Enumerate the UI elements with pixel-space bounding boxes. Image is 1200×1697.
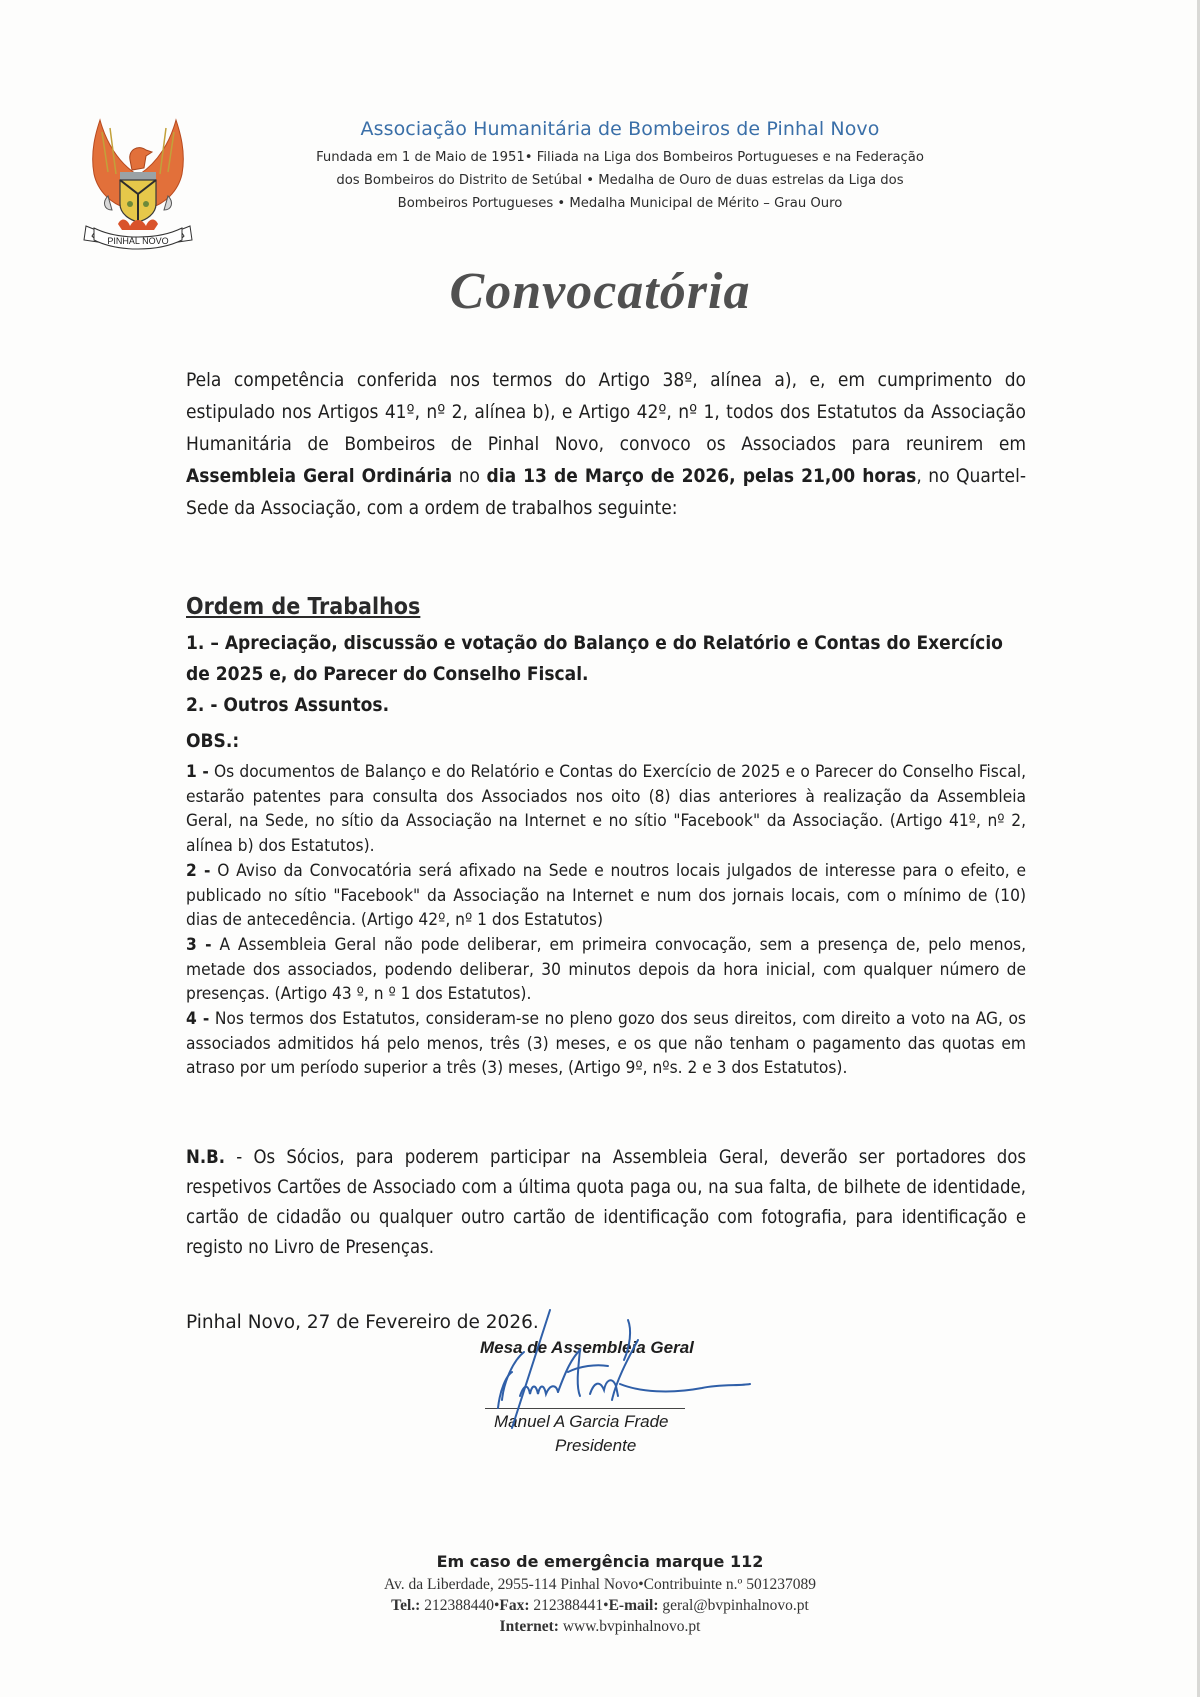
obs-item-number: 4 - [186, 1009, 210, 1030]
nb-paragraph [186, 1143, 1026, 1263]
agenda-title: Ordem de Trabalhos [186, 594, 421, 620]
obs-item [186, 933, 1026, 1007]
obs-item-text: O Aviso da Convocatória será afixado na Sede e noutros locais julgados de interesse para o efeito, e publicado no sítio "Facebook" da Associação na Internet e num dos jornais locais, com o mínimo de (10) dias de antecedência. (Artigo 42º, nº 1 dos Estatutos) [186, 860, 1026, 931]
handwritten-signature-icon [440, 1300, 760, 1430]
footer-internet [0, 1616, 1200, 1637]
signature-body: Mesa de Assembleia Geral [480, 1338, 694, 1357]
email-label: E-mail: [608, 1597, 659, 1614]
agenda-list [186, 628, 1026, 721]
footer-contacts [0, 1595, 1200, 1616]
obs-item-text: A Assembleia Geral não pode deliberar, em primeira convocação, sem a presença de, pelo menos, metade dos associados, podendo deliberar, 30 minutos depois da hora inicial, com qualquer número de presenças. (Artigo 43 º, n º 1 dos Estatutos). [186, 934, 1027, 1005]
meeting-date-time: dia 13 de Março de 2026, pelas 21,00 horas [486, 465, 917, 487]
obs-item [186, 859, 1026, 933]
intro-text-1: Pela competência conferida nos termos do Artigo 38º, alínea a), e, em cumprimento do estipulado nos Artigos 41º, nº 2, alínea b), e Artigo 42º, nº 1, todos dos Estatutos da Associação Humanitária de Bombeiros de Pinhal Novo, convoco os Associados para reunirem em [186, 369, 1026, 455]
organization-subline-2: dos Bombeiros do Distrito de Setúbal • Medalha de Ouro de duas estrelas da Liga dos [336, 173, 904, 188]
obs-item-text: Os documentos de Balanço e do Relatório e Contas do Exercício de 2025 e o Parecer do Conselho Fiscal, estarão patentes para consulta dos Associados nos oito (8) dias anteriores à realização da Assembleia Geral, na Sede, no sítio da Associação na Internet e no sítio "Facebook" da Associação. (Artigo 41º, nº 2, alínea b) dos Estatutos). [186, 762, 1027, 857]
organization-name: Associação Humanitária de Bombeiros de Pinhal Novo [360, 118, 880, 140]
intro-text-3: , no Quartel-Sede da Associação, com a ordem de trabalhos seguinte: [186, 465, 1026, 519]
website-link[interactable]: www.bvpinhalnovo.pt [558, 1618, 701, 1635]
obs-item-number: 1 - [186, 762, 209, 782]
place-date: Pinhal Novo, 27 de Fevereiro de 2026. [186, 1312, 539, 1333]
document-title: Convocatória [449, 263, 751, 320]
meeting-type: Assembleia Geral Ordinária [186, 465, 453, 487]
nb-label: N.B. [186, 1147, 226, 1168]
fax-value: 212388441• [529, 1597, 609, 1614]
obs-item-text: Nos termos dos Estatutos, consideram-se no pleno gozo dos seus direitos, com direito a voto na AG, os associados admitidos há pelo menos, três (3) meses, e os que não tenham o pagamento das quotas em atraso por um período superior a três (3) meses, (Artigo 9º, nºs. 2 e 3 dos Estatutos). [186, 1009, 1026, 1079]
logo-banner-text: PINHAL NOVO [107, 236, 169, 246]
agenda-item: 2. - Outros Assuntos. [186, 694, 390, 716]
emergency-notice: Em caso de emergência marque 112 [436, 1552, 764, 1571]
tel-label: Tel.: [391, 1597, 421, 1614]
nb-text: - Os Sócios, para poderem participar na Assembleia Geral, deverão ser portadores dos respetivos Cartões de Associado com a última quota paga ou, na sua falta, de bilhete de identidade, cartão de cidadão ou qualquer outro cartão de identificação com fotografia, para identificação e registo no Livro de Presenças. [186, 1147, 1026, 1258]
obs-item [186, 760, 1026, 859]
obs-item-number: 3 - [186, 934, 212, 955]
organization-subline-3: Bombeiros Portugueses • Medalha Municipal de Mérito – Grau Ouro [397, 196, 843, 211]
obs-item-number: 2 - [186, 860, 211, 881]
email-link[interactable]: geral@bvpinhalnovo.pt [658, 1597, 809, 1614]
obs-list [186, 760, 1026, 1081]
obs-item [186, 1007, 1026, 1081]
signer-name: Manuel A Garcia Frade [494, 1412, 669, 1431]
tel-value: 212388440• [420, 1597, 500, 1614]
internet-label: Internet: [499, 1618, 559, 1635]
obs-title: OBS.: [186, 730, 240, 752]
letterhead [270, 118, 970, 215]
agenda-item: 1. – Apreciação, discussão e votação do Balanço e do Relatório e Contas do Exercício de 2025 e, do Parecer do Conselho Fiscal. [186, 632, 1003, 685]
intro-paragraph [186, 364, 1026, 524]
fire-brigade-logo-icon [78, 112, 198, 252]
footer [0, 1552, 1200, 1637]
signer-role: Presidente [555, 1436, 637, 1455]
intro-text-2: no [452, 465, 487, 487]
organization-subline-1: Fundada em 1 de Maio de 1951• Filiada na Liga dos Bombeiros Portugueses e na Federação [316, 150, 924, 165]
fax-label: Fax: [499, 1597, 530, 1614]
footer-address: Av. da Liberdade, 2955-114 Pinhal Novo•Contribuinte n.º 501237089 [384, 1576, 816, 1593]
